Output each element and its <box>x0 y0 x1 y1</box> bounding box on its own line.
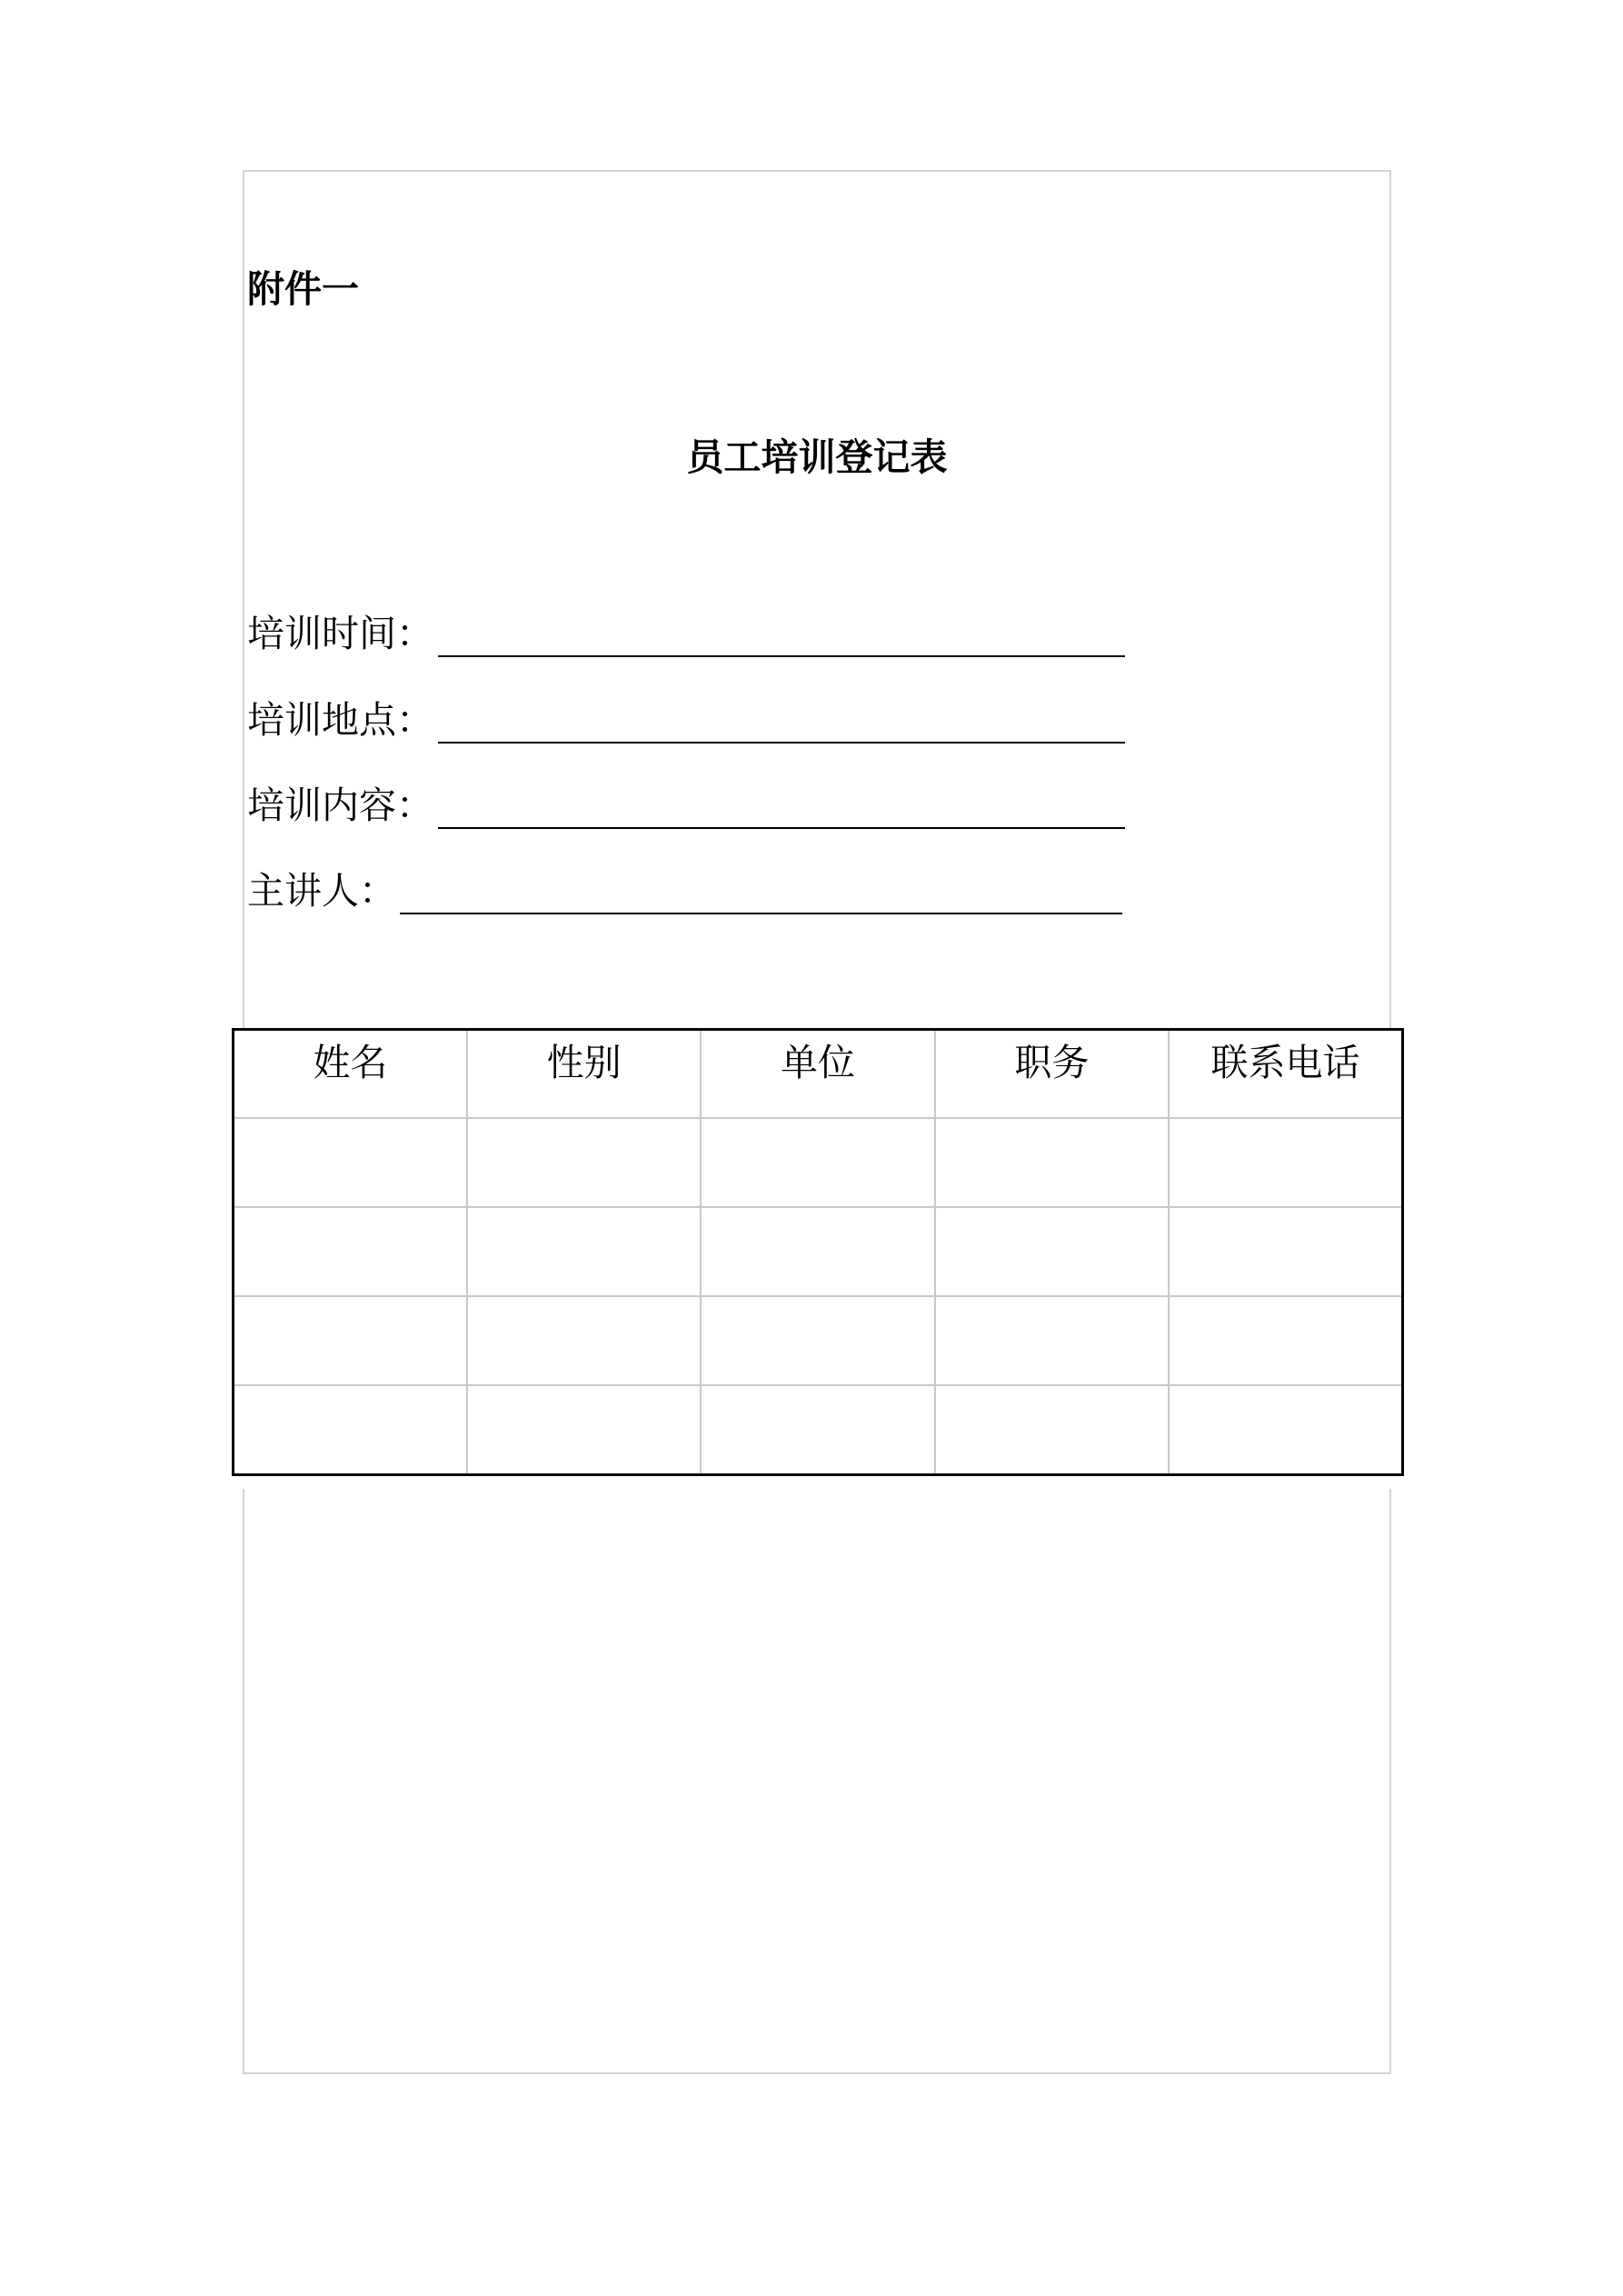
table-cell[interactable] <box>701 1296 934 1385</box>
field-training-content-label: 培训内容： <box>247 784 433 827</box>
field-training-place-blank[interactable] <box>438 742 1125 744</box>
field-training-content-blank[interactable] <box>438 827 1125 829</box>
attachment-heading: 附件一 <box>247 267 359 311</box>
table-cell[interactable] <box>467 1207 701 1296</box>
table-cell[interactable] <box>234 1118 467 1207</box>
table-row <box>234 1118 1403 1207</box>
table-row <box>234 1296 1403 1385</box>
table-cell[interactable] <box>467 1118 701 1207</box>
table-cell[interactable] <box>234 1207 467 1296</box>
table-cell[interactable] <box>701 1385 934 1475</box>
table-cell[interactable] <box>467 1296 701 1385</box>
form-title: 员工培训登记表 <box>686 435 948 479</box>
table-cell[interactable] <box>234 1296 467 1385</box>
table-cell[interactable] <box>935 1385 1169 1475</box>
registration-table <box>232 1028 1404 1476</box>
field-training-time-blank[interactable] <box>438 655 1125 657</box>
table-row <box>234 1207 1403 1296</box>
header-position: 职务 <box>935 1030 1169 1119</box>
field-training-time-label: 培训时间： <box>247 612 433 655</box>
header-phone: 联系电话 <box>1169 1030 1402 1119</box>
table-cell[interactable] <box>1169 1296 1402 1385</box>
table-cell[interactable] <box>234 1385 467 1475</box>
page-border-top <box>243 170 1391 1028</box>
header-name: 姓名 <box>234 1030 467 1119</box>
table-cell[interactable] <box>1169 1385 1402 1475</box>
field-training-place-label: 培训地点： <box>247 698 433 742</box>
header-unit: 单位 <box>701 1030 934 1119</box>
table-cell[interactable] <box>935 1207 1169 1296</box>
table-cell[interactable] <box>1169 1207 1402 1296</box>
table-cell[interactable] <box>701 1118 934 1207</box>
field-speaker <box>247 862 396 920</box>
page-border-bottom <box>243 1489 1391 2074</box>
header-gender: 性别 <box>467 1030 701 1119</box>
field-speaker-label: 主讲人： <box>247 869 396 913</box>
table-cell[interactable] <box>935 1118 1169 1207</box>
table-cell[interactable] <box>701 1207 934 1296</box>
field-training-place <box>247 691 433 749</box>
field-speaker-blank[interactable] <box>400 913 1122 914</box>
table-cell[interactable] <box>467 1385 701 1475</box>
table-cell[interactable] <box>1169 1118 1402 1207</box>
field-training-time <box>247 604 433 663</box>
table-row <box>234 1385 1403 1475</box>
table-header-row <box>234 1030 1403 1119</box>
table-cell[interactable] <box>935 1296 1169 1385</box>
field-training-content <box>247 776 433 834</box>
